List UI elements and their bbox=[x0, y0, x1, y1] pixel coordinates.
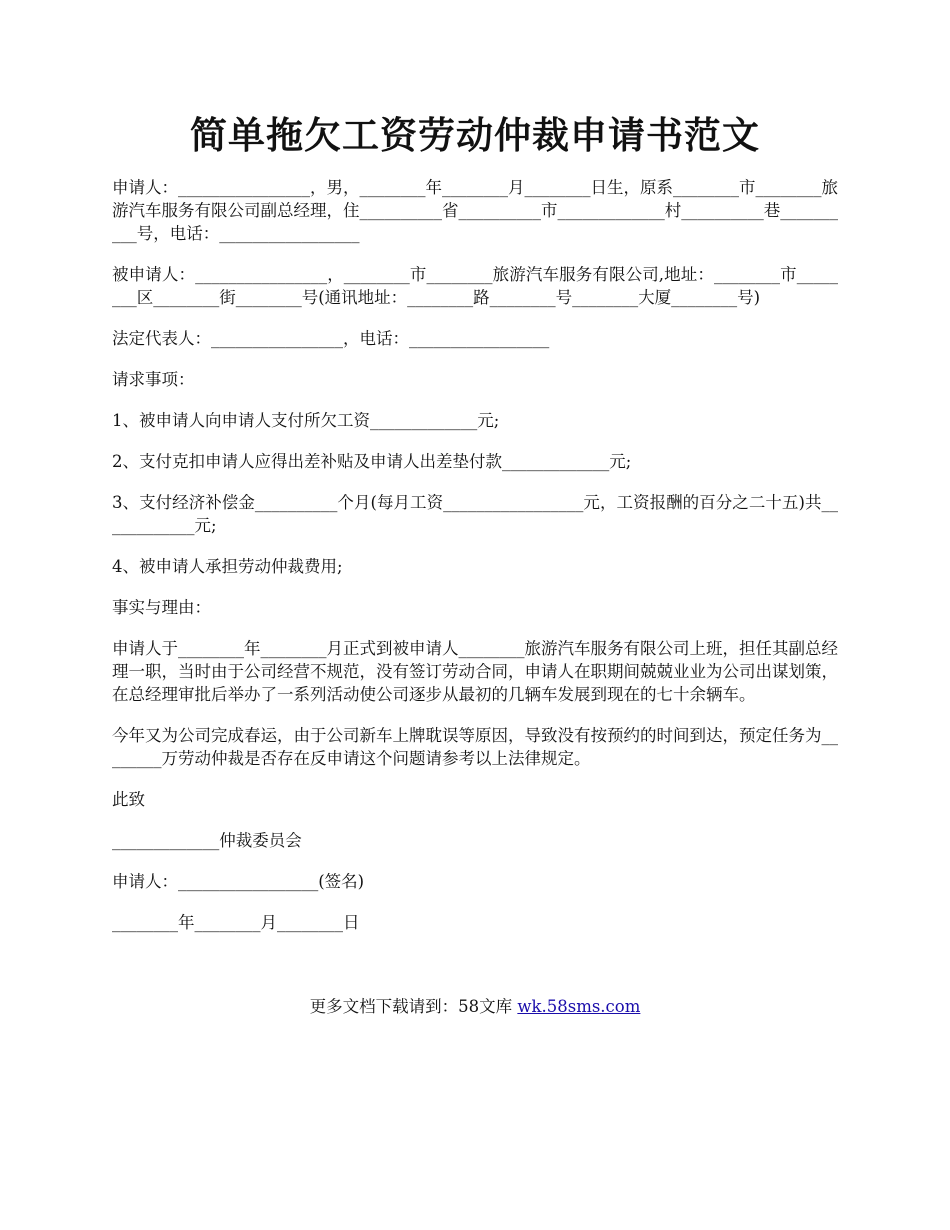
claims-heading: 请求事项： bbox=[112, 370, 195, 389]
date-line: ________年________月________日 bbox=[112, 913, 360, 932]
legal-representative-paragraph: 法定代表人：________________，电话：_________________ bbox=[112, 329, 550, 348]
claim-item-2: 2、支付克扣申请人应得出差补贴及申请人出差垫付款_____________元; bbox=[112, 452, 632, 471]
applicant-info-paragraph: 申请人：________________，男，________年________月________日生，原系________市________旅游汽车服务有限公司副总经理，住__________省__________市_____________村__________巷__________号，电话：_________________ bbox=[112, 178, 838, 243]
footer-link[interactable]: wk.58sms.com bbox=[517, 997, 641, 1016]
facts-paragraph-2: 今年又为公司完成春运，由于公司新车上牌耽误等原因，导致没有按预约的时间到达，预定任务为________万劳动仲裁是否存在反申请这个问题请参考以上法律规定。 bbox=[112, 726, 838, 768]
footer-text: 更多文档下载请到：58文库 bbox=[309, 997, 518, 1016]
document-body bbox=[112, 176, 838, 934]
document-title: 简单拖欠工资劳动仲裁申请书范文 bbox=[190, 113, 760, 157]
claim-item-3: 3、支付经济补偿金__________个月(每月工资_________________元，工资报酬的百分之二十五)共____________元; bbox=[112, 493, 838, 535]
facts-heading: 事实与理由： bbox=[112, 598, 211, 617]
document-page bbox=[112, 0, 838, 952]
respondent-info-paragraph: 被申请人：________________，________市________旅游汽车服务有限公司,地址：________市________区________街________号(通讯地址：________路________号________大厦________号) bbox=[112, 265, 838, 307]
signature-line: 申请人：_________________(签名) bbox=[112, 872, 365, 891]
claim-item-1: 1、被申请人向申请人支付所欠工资_____________元; bbox=[112, 411, 500, 430]
facts-paragraph-1: 申请人于________年________月正式到被申请人________旅游汽车服务有限公司上班，担任其副总经理一职，当时由于公司经营不规范，没有签订劳动合同，申请人在职期间兢兢业业为公司出谋划策，在总经理审批后举办了一系列活动使公司逐步从最初的几辆车发展到现在的七十余辆车。 bbox=[112, 639, 838, 704]
arbitration-committee-line: _____________仲裁委员会 bbox=[112, 831, 302, 850]
claim-item-4: 4、被申请人承担劳动仲裁费用; bbox=[112, 557, 343, 576]
salutation: 此致 bbox=[112, 790, 145, 809]
download-footer bbox=[0, 995, 950, 1018]
